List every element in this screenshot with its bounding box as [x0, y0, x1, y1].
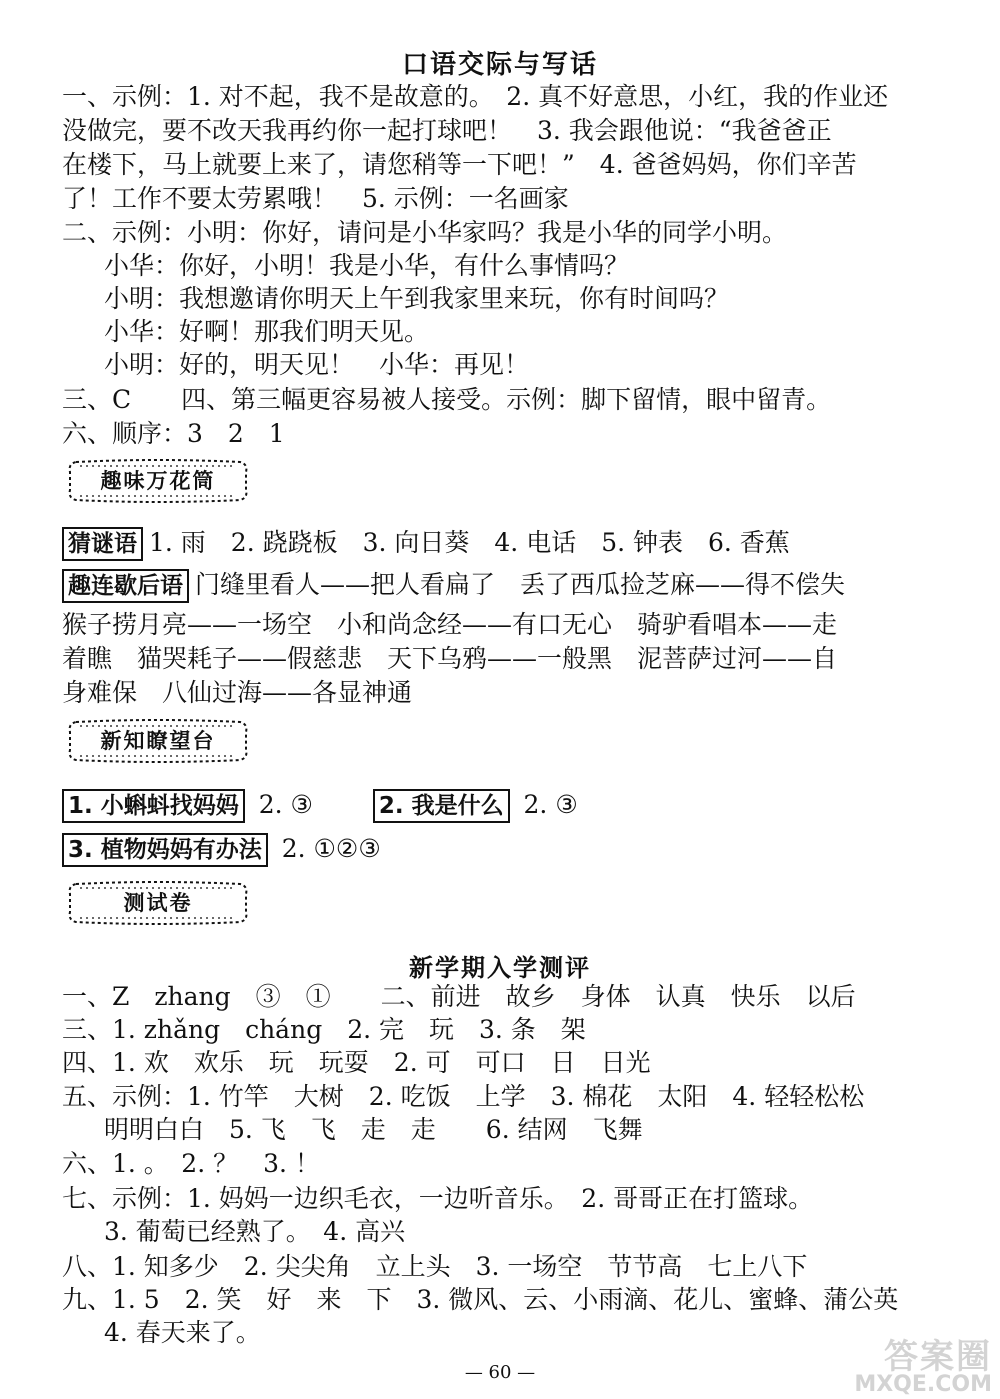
- section-badge-xinzhi: [66, 718, 250, 764]
- answer-line: 三、C 四、第三幅更容易被人接受。示例：脚下留情，眼中留青。: [62, 385, 832, 414]
- watermark-logo: [854, 1337, 992, 1397]
- page-number: — 60 —: [464, 1362, 536, 1383]
- answer-line: 七、示例：1. 妈妈一边织毛衣，一边听音乐。 2. 哥哥正在打篮球。: [62, 1184, 814, 1213]
- riddle-label: 猜谜语: [62, 527, 143, 561]
- dialogue-line: 小明：好的，明天见！ 小华：再见！: [104, 350, 530, 379]
- answer-line: 二、示例：小明：你好，请问是小华家吗？我是小华的同学小明。: [62, 218, 788, 247]
- lesson-answer: 2. ③: [258, 790, 313, 819]
- answer-line: 六、1. 。 2. ？ 3. ！: [62, 1149, 320, 1178]
- answer-line: 四、1. 欢 欢乐 玩 玩耍 2. 可 可口 日 日光: [62, 1048, 651, 1077]
- answer-line: 在楼下，马上就要上来了，请您稍等一下吧！” 4. 爸爸妈妈，你们辛苦: [62, 150, 857, 179]
- xiehouyu-line: 门缝里看人——把人看扁了 丢了西瓜捡芝麻——得不偿失: [195, 570, 846, 599]
- answer-line: 八、1. 知多少 2. 尖尖角 立上头 3. 一场空 节节高 七上八下: [62, 1252, 808, 1281]
- watermark-top: 答案圈: [884, 1337, 992, 1377]
- answer-line: 九、1. 5 2. 笑 好 来 下 3. 微风、云、小雨滴、花儿、蜜蜂、蒲公英: [62, 1285, 899, 1314]
- answer-line: 五、示例：1. 竹竿 大树 2. 吃饭 上学 3. 棉花 太阳 4. 轻轻松松: [62, 1082, 865, 1111]
- answer-line: 3. 葡萄已经熟了。 4. 高兴: [104, 1217, 406, 1246]
- xiehouyu-line: 着瞧 猫哭耗子——假慈悲 天下乌鸦——一般黑 泥菩萨过河——自: [62, 644, 838, 673]
- lesson-label: 1. 小蝌蚪找妈妈: [62, 789, 245, 823]
- dialogue-line: 小明：我想邀请你明天上午到我家里来玩，你有时间吗？: [104, 284, 730, 313]
- section-badge-ceshi: [66, 880, 250, 926]
- lesson-label: 2. 我是什么: [373, 789, 510, 823]
- xiehouyu-row: [62, 568, 962, 603]
- dialogue-line: 小华：好啊！那我们明天见。: [104, 317, 430, 346]
- badge-label: 新知瞭望台: [100, 729, 216, 753]
- xiehouyu-line: 猴子捞月亮——一场空 小和尚念经——有口无心 骑驴看唱本——走: [62, 610, 838, 639]
- section-badge-quwei: [66, 458, 250, 504]
- dialogue-line: 小华：你好，小明！我是小华，有什么事情吗？: [104, 251, 630, 280]
- answer-line: 六、顺序：3 2 1: [62, 419, 285, 448]
- lesson-answer: 2. ③: [523, 790, 578, 819]
- answer-line: 没做完，要不改天我再约你一起打球吧！ 3. 我会跟他说：“我爸爸正: [62, 116, 832, 145]
- answer-line: 了！工作不要太劳累哦！ 5. 示例：一名画家: [62, 184, 569, 213]
- lesson-answer: 2. ①②③: [281, 834, 381, 863]
- answer-line: 4. 春天来了。: [104, 1318, 261, 1347]
- riddle-answers: 1. 雨 2. 跷跷板 3. 向日葵 4. 电话 5. 钟表 6. 香蕉: [149, 528, 790, 557]
- lesson-row: [62, 788, 962, 823]
- watermark-bottom: MXQE.COM: [854, 1372, 992, 1397]
- answer-line: 一、示例：1. 对不起，我不是故意的。 2. 真不好意思，小红，我的作业还: [62, 82, 889, 111]
- xiehouyu-label: 趣连歇后语: [62, 569, 189, 603]
- lesson-row: [62, 832, 962, 867]
- badge-label: 趣味万花筒: [100, 469, 216, 493]
- badge-label: 测试卷: [123, 891, 193, 915]
- section-title-entrance-test: 新学期入学测评: [409, 954, 591, 982]
- answer-line: 明明白白 5. 飞 飞 走 走 6. 结网 飞舞: [104, 1115, 643, 1144]
- section-title-oral-writing: 口语交际与写话: [401, 50, 598, 80]
- riddle-row: [62, 526, 962, 561]
- answer-line: 三、1. zhǎng cháng 2. 完 玩 3. 条 架: [62, 1015, 586, 1044]
- lesson-label: 3. 植物妈妈有办法: [62, 833, 268, 867]
- answer-line: 一、Z zhang ③ ① 二、前进 故乡 身体 认真 快乐 以后: [62, 982, 856, 1011]
- xiehouyu-line: 身难保 八仙过海——各显神通: [62, 678, 413, 707]
